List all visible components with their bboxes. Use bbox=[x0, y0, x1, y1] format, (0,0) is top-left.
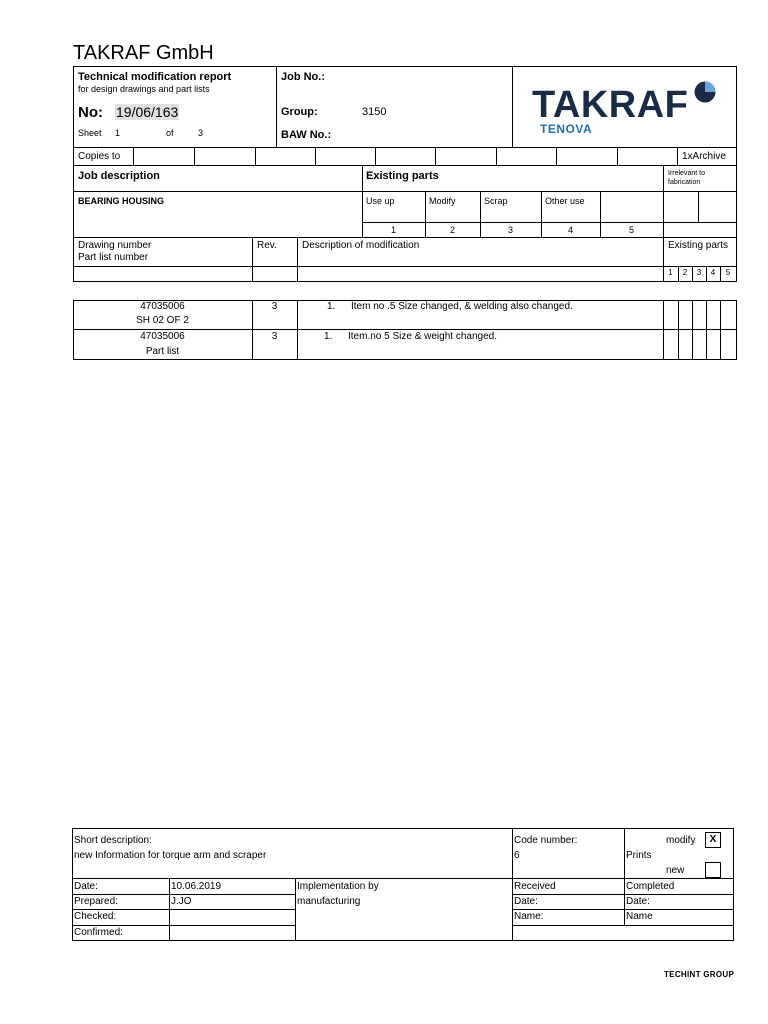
divider bbox=[496, 148, 497, 166]
divider bbox=[375, 148, 376, 166]
divider bbox=[512, 894, 734, 895]
description-header: Description of modification bbox=[302, 240, 420, 251]
divider bbox=[194, 148, 195, 166]
col-use-up: Use up bbox=[366, 196, 395, 206]
group-value: 3150 bbox=[362, 106, 387, 118]
new-label: new bbox=[666, 865, 685, 876]
divider bbox=[73, 191, 737, 192]
sheet-label: Sheet bbox=[78, 128, 102, 138]
drawing-number: 47035006 bbox=[140, 301, 185, 312]
divider bbox=[315, 148, 316, 166]
techint-group-logo: TECHINT GROUP bbox=[664, 970, 735, 979]
divider bbox=[276, 66, 277, 148]
sheet-value: 1 bbox=[115, 128, 121, 138]
drawing-number: 47035006 bbox=[140, 331, 185, 342]
divider bbox=[677, 148, 678, 166]
divider bbox=[512, 66, 513, 148]
job-description-label: Job description bbox=[78, 170, 160, 182]
col-other-use: Other use bbox=[545, 196, 585, 206]
divider bbox=[663, 166, 664, 238]
rev-header: Rev. bbox=[257, 240, 277, 251]
manufacturing-label: manufacturing bbox=[297, 896, 361, 907]
table-row bbox=[73, 330, 737, 360]
modification-description: Item no .5 Size changed, & welding also changed. bbox=[351, 301, 573, 312]
divider bbox=[73, 266, 737, 267]
drawing-sheet: Part list bbox=[145, 346, 180, 357]
existing-parts-label: Existing parts bbox=[366, 170, 439, 182]
part-number: 3 bbox=[696, 268, 702, 277]
of-value: 3 bbox=[198, 128, 204, 138]
part-number: 5 bbox=[725, 268, 731, 277]
col-modify: Modify bbox=[429, 196, 456, 206]
short-description-value: new Information for torque arm and scraper bbox=[74, 850, 267, 861]
copies-row bbox=[73, 148, 737, 166]
part-number: 4 bbox=[710, 268, 716, 277]
company-title: TAKRAF GmbH bbox=[73, 42, 214, 64]
report-subtitle: for design drawings and part lists bbox=[78, 84, 210, 94]
rev-value: 3 bbox=[271, 301, 278, 312]
archive-label: 1xArchive bbox=[682, 151, 726, 162]
divider bbox=[255, 148, 256, 166]
existing-parts-header: Existing parts bbox=[668, 240, 729, 251]
received-date-label: Date: bbox=[514, 896, 538, 907]
col-number: 4 bbox=[567, 225, 573, 235]
divider bbox=[72, 878, 734, 879]
drawing-sheet: SH 02 OF 2 bbox=[136, 315, 189, 326]
copies-label: Copies to bbox=[78, 151, 121, 162]
rev-value: 3 bbox=[271, 331, 278, 342]
report-title: Technical modification report bbox=[78, 71, 232, 83]
prepared-value: J.JO bbox=[171, 896, 192, 907]
part-list-number-header: Part list number bbox=[78, 252, 149, 263]
divider bbox=[435, 148, 436, 166]
confirmed-label: Confirmed: bbox=[74, 927, 123, 938]
completed-label: Completed bbox=[626, 881, 675, 892]
checked-label: Checked: bbox=[74, 911, 117, 922]
part-number: 1 bbox=[668, 268, 673, 277]
completed-name-label: Name bbox=[626, 911, 653, 922]
divider bbox=[362, 222, 737, 223]
divider bbox=[617, 148, 618, 166]
divider bbox=[72, 925, 296, 926]
date-value: 10.06.2019 bbox=[171, 881, 222, 892]
modify-checkbox[interactable]: X bbox=[705, 832, 721, 848]
item-number: 1. bbox=[324, 331, 333, 342]
job-description-value: BEARING HOUSING bbox=[78, 196, 165, 206]
date-label: Date: bbox=[74, 881, 98, 892]
divider bbox=[512, 925, 734, 926]
irrelevant-label: Irrelevant to fabrication bbox=[668, 170, 705, 186]
divider bbox=[556, 148, 557, 166]
takraf-logo-text: TAKRAF bbox=[532, 84, 689, 126]
job-no-label: Job No.: bbox=[281, 71, 325, 83]
baw-label: BAW No.: bbox=[281, 129, 332, 141]
code-number-value: 6 bbox=[514, 850, 520, 861]
item-number: 1. bbox=[327, 301, 336, 312]
no-label: No: bbox=[78, 104, 103, 121]
table-row bbox=[73, 300, 737, 329]
col-scrap: Scrap bbox=[484, 196, 508, 206]
tenova-logo-text: TENOVA bbox=[540, 122, 593, 136]
new-checkbox[interactable] bbox=[705, 862, 721, 878]
short-description-label: Short description: bbox=[74, 835, 152, 846]
completed-date-label: Date: bbox=[626, 896, 650, 907]
logo-circle-icon bbox=[694, 81, 716, 103]
col-number: 1 bbox=[390, 225, 396, 235]
received-name-label: Name: bbox=[514, 911, 544, 922]
divider bbox=[72, 909, 296, 910]
of-label: of bbox=[166, 128, 174, 138]
modify-label: modify bbox=[666, 835, 696, 846]
modification-description: Item.no 5 Size & weight changed. bbox=[348, 331, 497, 342]
divider bbox=[297, 238, 298, 282]
part-number: 2 bbox=[682, 268, 688, 277]
prepared-label: Prepared: bbox=[74, 896, 118, 907]
report-number: 19/06/163 bbox=[116, 104, 179, 120]
prints-label: Prints bbox=[626, 850, 652, 861]
drawing-number-header: Drawing number bbox=[78, 240, 152, 251]
divider bbox=[624, 828, 625, 925]
divider bbox=[72, 894, 296, 895]
divider bbox=[133, 148, 134, 166]
group-label: Group: bbox=[281, 106, 318, 118]
divider bbox=[698, 191, 699, 222]
divider bbox=[512, 909, 734, 910]
code-number-label: Code number: bbox=[514, 835, 578, 846]
col-number: 3 bbox=[507, 225, 513, 235]
col-number: 2 bbox=[449, 225, 455, 235]
col-number: 5 bbox=[628, 225, 634, 235]
received-label: Received bbox=[514, 881, 556, 892]
implementation-label: Implementation by bbox=[297, 881, 379, 892]
divider bbox=[252, 238, 253, 282]
